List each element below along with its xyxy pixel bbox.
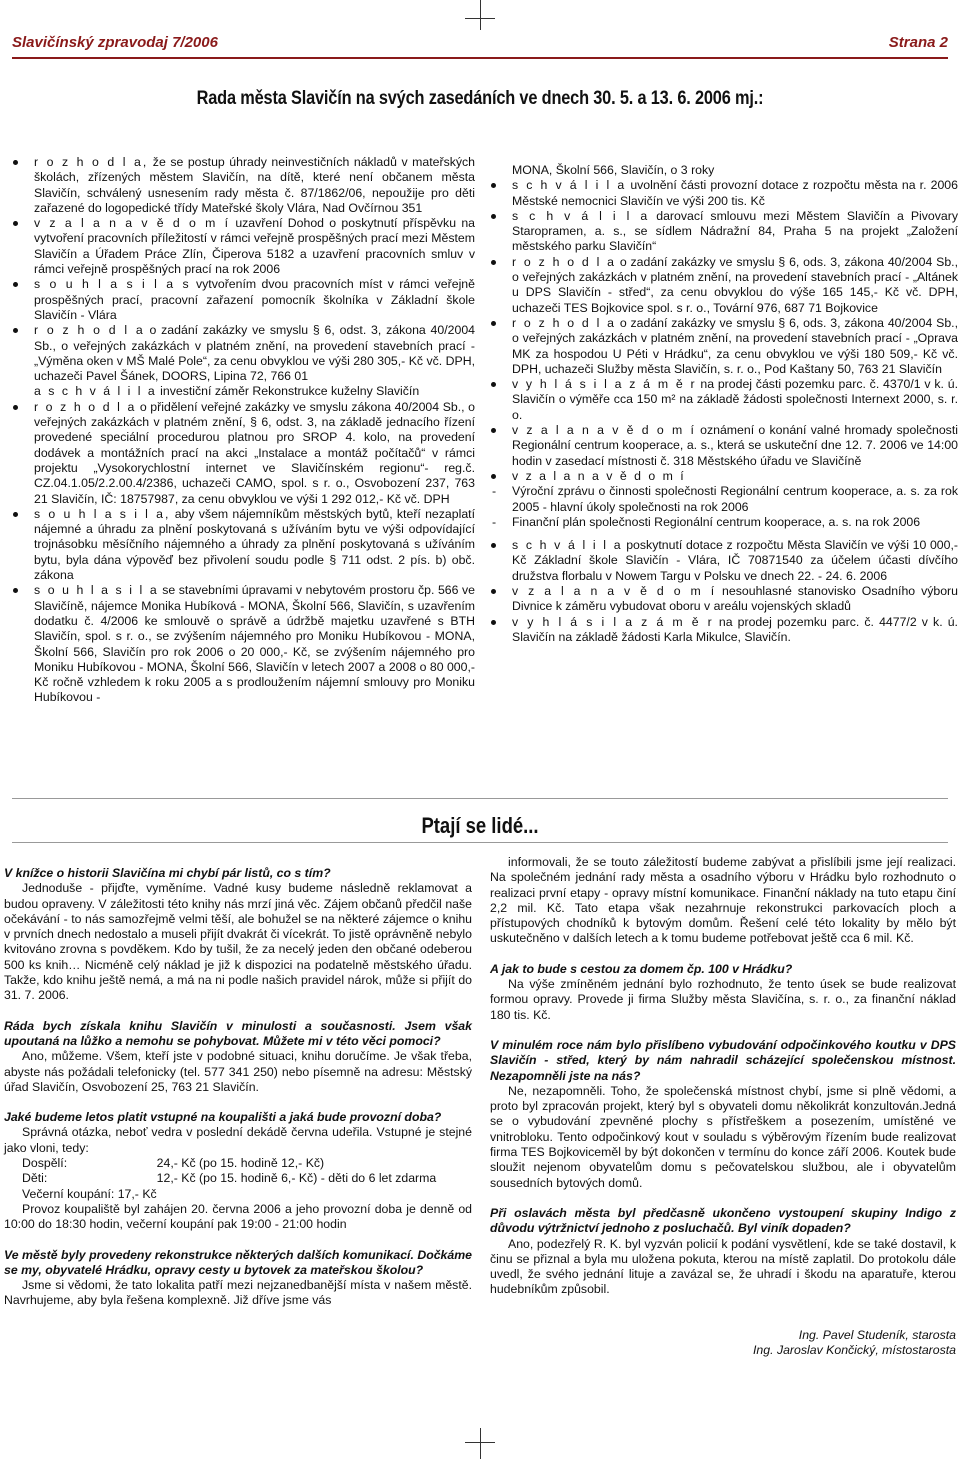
dash-marker: -	[492, 514, 497, 529]
decision-text: investiční záměr Rekonstrukce kuželny Slavičín	[156, 384, 420, 399]
question: A jak to bude s cestou za domem čp. 100 v Hrádku?	[490, 961, 793, 976]
qa-right-column	[490, 855, 956, 1358]
decision-item	[490, 423, 958, 469]
admission-row	[22, 1156, 436, 1171]
decision-item	[12, 384, 475, 399]
decision-item	[12, 583, 475, 705]
decision-verb: s c h v á l i l a	[512, 178, 627, 193]
header-rule	[12, 57, 948, 59]
admission-price: 24,- Kč (po 15. hodině 12,- Kč)	[156, 1156, 325, 1171]
decision-verb: v z a l a n a v ě d o m í	[512, 584, 717, 599]
admission-category: Dospělí:	[22, 1156, 68, 1171]
signature: Ing. Pavel Studeník, starosta	[798, 1327, 956, 1342]
decision-verb: s c h v á l i l a	[512, 538, 623, 553]
decision-item	[490, 615, 958, 646]
question: Jaké budeme letos platit vstupné na koupališti a jaká bude provozní doba?	[4, 1110, 442, 1125]
decision-verb: v z a l a n a v ě d o m í	[512, 423, 696, 438]
section-divider	[12, 798, 948, 799]
decision-verb: r o z h o d l a	[34, 399, 137, 414]
dash-item	[490, 484, 958, 515]
decision-item	[12, 400, 475, 507]
answer: Jednoduše - přijďte, vyměníme. Vadné kusy budeme následně reklamovat a budou opraveny. V záležitosti této knihy nás mrzí jiná věc. Zájem občanů předčil naše očekávání - to nás samozřejmě velmi těší, ale bohužel se na některé zájemce o knihu v prvních dnech nedostalo a museli přijít dvakrát či vícekrát. To jistě oprávněně nebylo kvitováno zrovna s povděkem. Kdo by tušil, že za necelý jeden den občané odeberou 500 ks knih… Nicméně celý náklad je již k dispozici na podatelně městského úřadu. Takže, kdo knihu ještě nemá, a má na ni podle našich pravidel nárok, může si přijít do 31. 7. 2006.	[4, 881, 472, 1003]
gap	[490, 1298, 956, 1313]
gap	[490, 1191, 956, 1206]
question: Ráda bych získala knihu Slavičín v minulosti a současnosti. Jsem však upoutaná na lůžko a nemohu se pohybovat. Můžete mi v této věci pomoci?	[4, 1018, 472, 1048]
decision-text: na prodej části pozemku parc. č. 4370/1 v k. ú. Slavičín o výměře cca 150 m² na základě žádosti společnosti Internext 2000, s. r. o.	[512, 377, 958, 422]
answer: Na výše zmíněném jednání bylo rozhodnuto, že tento úsek se bude realizovat formou opravy. Provede ji firma Služby města Slavičína, s. r. o., za finanční náklad 180 tis. Kč.	[490, 977, 956, 1022]
decision-verb: s o u h l a s i l a	[34, 583, 159, 598]
decision-text: se stavebními úpravami v nebytovém prostoru čp. 566 ve Slavičíně, nájemce Monika Hubíková - MONA, Školní 566, Slavičín, s uzavřením dodatku č. 4/2006 ke smlouvě o správě a údržbě majetku uzavřené s BTH Slavičín, spol. s r. o., se zvýšením nájemného pro Moniku Hubíkovou - MONA, Školní 566, Slavičín pro rok 2006 o 20 000,- Kč, se zvýšením nájemného pro Moniku Hubíkovou - MONA, Školní 566, Slavičín v letech 2007 a 2008 o 80 000,- Kč ročně vzhledem k roku 2005 a s prodloužením nájemní smlouvy pro Moniku Hubíkovou -	[34, 583, 475, 705]
crop-mark-bottom-h	[465, 1442, 495, 1443]
decision-verb: s o u h l a s i l a,	[34, 506, 171, 521]
decision-item	[490, 209, 958, 255]
signature: Ing. Jaroslav Končický, místostarosta	[753, 1343, 956, 1358]
admission-price: 12,- Kč (po 15. hodině 6,- Kč) - děti do 6 let zdarma	[156, 1171, 437, 1186]
gap	[490, 1023, 956, 1038]
admission-table	[22, 1156, 436, 1202]
decision-verb: v y h l á s i l a z á m ě r	[512, 377, 697, 392]
decision-text: aby všem nájemníkům městských bytů, kteří nezaplatí nájemné a úhradu za plnění poskytovaná s užíváním bytu ve výši odpovídající trojnásobku měsíčního nájemného a úhrady za plnění poskytovaná s užíváním bytu, byla dána výpověď bez přivolení soudu podle § 711 odst. 2 pís. b) obč. zákona	[34, 506, 475, 583]
decision-verb: r o z h o d l a	[34, 323, 145, 338]
decision-verb: s o u h l a s i l a s	[34, 277, 191, 292]
publication-title: Slavičínský zpravodaj 7/2006	[12, 34, 218, 51]
decision-verb: v y h l á s i l a z á m ě r	[512, 614, 714, 629]
decision-item	[490, 584, 958, 615]
decision-verb: r o z h o d l a,	[34, 155, 149, 169]
admission-row	[22, 1171, 436, 1186]
decision-text: poskytnutí dotace z rozpočtu Města Slavičín ve výši 10 000,- Kč Základní škole Slavičín - Vlára, IČ 70871540 za účelem účasti dívčího družstva florbalu v Nowem Targu v Polsku ve dnech 22. - 24. 6. 2006	[512, 538, 958, 583]
decision-text: o zadání zakázky ve smyslu § 6, ods. 3, zákona 40/2004 Sb., o veřejných zakázkách v platném znění, na provedení stavebních prací - „Oprava MK za hospodou U Péti v Hrádku“, za cenu obvyklou ve výši 180 509,- Kč vč. DPH, uchazeči Služby města Slavičín, s. r. o., Pod Kaštany 50, 763 21 Slavičín	[512, 315, 958, 376]
decision-item	[12, 507, 475, 583]
decisions-right-column	[490, 163, 958, 645]
admission-price	[157, 1187, 437, 1202]
crop-mark-top-h	[465, 18, 495, 19]
opening-hours: Provoz koupaliště byl zahájen 20. června 2006 a jeho provozní doba je denně od 10:00 do 18:30 hodin, večerní koupání pak 19:00 - 21:00 hodin	[4, 1201, 472, 1232]
decision-text: uvolnění části provozní dotace z rozpočtu města na r. 2006 Městské nemocnici Slavičín ve výši 200 tis. Kč	[512, 178, 958, 208]
decision-item	[12, 277, 475, 323]
decision-verb: v z a l a n a v ě d o m í	[512, 468, 686, 483]
section-divider-2	[12, 842, 948, 843]
page-number: Strana 2	[888, 34, 948, 51]
answer: Ano, můžeme. Všem, kteří jste v podobné situaci, knihu doručíme. Je však třeba, abyste nás požádali telefonicky (tel. 577 341 250) nebo písemně na adresu: Městský úřad Slavičín, Osvobození 25, 763 21 Slavičín.	[4, 1049, 472, 1094]
dash-text: Výroční zprávu o činnosti společnosti Regionální centrum kooperace, a. s. za rok 2005 - hlavní úkoly společnosti na rok 2006	[512, 484, 958, 514]
admission-category: Děti:	[22, 1171, 48, 1186]
decision-item	[12, 216, 475, 277]
answer: Jsme si vědomi, že tato lokalita patří mezi nejzanedbanější místa v našem městě. Navrhujeme, aby byla řešena komplexně. Již dříve jsme vás	[4, 1278, 472, 1308]
decisions-left-column	[12, 155, 475, 706]
answer: Ano, podezřelý R. K. byl vyzván policií k podání vysvětlení, kde se také dostavil, k činu se přiznal a byla mu uložena pokuta, kterou na místě zaplatil. Do protokolu dále uvedl, že svého jednání lituje a zavázal se, že uhradí i škodu na aparatuře, kterou hudebníkům způsobil.	[490, 1236, 956, 1297]
decision-text: nesouhlasné stanovisko Osadního výboru Divnice k záměru vybudovat oboru v areálu vojenských skladů	[512, 584, 958, 614]
admission-category: Večerní koupání: 17,- Kč	[22, 1186, 157, 1201]
page-header	[12, 34, 948, 52]
decision-text: vytvořením dvou pracovních míst v rámci veřejně prospěšných prací, pracovní zařazení pomocník školníka v Základní škole Slavičín - Vlára	[34, 277, 475, 322]
decision-item	[12, 323, 475, 384]
decision-text: o zadání zakázky ve smyslu § 6, ods. 3, zákona 40/2004 Sb., o veřejných zakázkách v platném znění, na provedení stavebních prací - „Altánek u DPS Slavičín - střed“, za cenu obvyklou do výše 165 145,- Kč vč. DPH, uchazeči TES Bojkovice spol. s r. o., Tovární 976, 687 71 Bojkovice	[512, 254, 958, 315]
decision-text: uzavření Dohod o poskytnutí příspěvku na vytvoření pracovních příležitostí v rámci veřejně prospěšných prací mezi Městem Slavičín a Úřadem Práce Zlín, Čiperova 5182 a uzavření pracovních smluv v rámci veřejně prospěšných prací na rok 2006	[34, 216, 475, 277]
answer-continued: informovali, že se touto záležitostí budeme zabývat a přislíbili jsme její realizaci. Na společném jednání rady města a osadního výboru v Hrádku bylo rozhodnuto o realizaci první etapy - opravy místní komunikace. Finanční náklady na tuto etapu činí 2,2 mil. Kč. Tato etapa však nezahrnuje rekonstrukci parkovacích ploch a přístupových chodníků k bytovým domům. Řešení celé této lokality by mělo být uskutečněno v dalších letech a k tomu budeme potřebovat ještě cca 6 mil. Kč.	[490, 855, 956, 946]
decision-verb: r o z h o d l a	[512, 315, 616, 330]
question: V minulém roce nám bylo přislíbeno vybudování odpočinkového koutku v DPS Slavičín - střed, který by nám nahradil scházející společenskou místnost. Nezapomněli jste na nás?	[490, 1037, 956, 1083]
decision-text: darovací smlouvu mezi Městem Slavičín a Pivovary Staropramen, a. s., se sídlem Nádražní 84, Praha 5 na projekt „Založení městského parku Slavičín“	[512, 208, 958, 254]
decision-item	[490, 538, 958, 584]
decision-text: o zadání zakázky ve smyslu § 6, odst. 3, zákona 40/2004 Sb., o veřejných zakázkách v platném znění, na provedení stavebních prací - „Výměna oken v MŠ Malé Pole“, za cenu obvyklou ve výši 280 305,- Kč vč. DPH, uchazeči Pavel Šánek, DOORS, Lipina 72, 766 01	[34, 323, 475, 384]
decision-item	[490, 255, 958, 316]
gap	[490, 1313, 956, 1328]
decision-verb: a s c h v á l i l a	[34, 384, 157, 399]
decision-verb: r o z h o d l a	[512, 254, 616, 269]
continued-text: MONA, Školní 566, Slavičín, o 3 roky	[512, 163, 715, 177]
decision-text: že se postup úhrady neinvestičních nákladů v mateřských školách, zřízených městem Slavičín, na dítě, které není občanem města Slavičín, schválený usnesením rady města č. 87/1862/06, nepoužije pro děti zařazené do logopedické třídy Mateřské školy Vlára, Nad Ovčírnou 351	[34, 155, 475, 215]
decision-item	[490, 316, 958, 377]
decision-text: o přidělení veřejné zakázky ve smyslu zákona 40/2004 Sb., o veřejných zakázkách v platném znění, § 6, odst. 3, na základě jednacího řízení provedené speciální procedurou platnou pro SROP 4. kolo, na provedení dodávek a montážních prací na akci „Instalace a montáž počítačů“ v rámci projektu „Vysokorychlostní internet ve Slavičínském regionu“- reg.č. CZ.04.1.05/2.2.00.4/2386, uchazeči CAMO, spol. s r. o., Osvobození 237, 763 21 Slavičín, IČ: 18757987, za cenu obvyklou ve výši 1 292 012,- Kč vč. DPH	[34, 399, 475, 506]
gap	[4, 1004, 472, 1019]
crop-mark-top-v	[480, 0, 481, 30]
article-title: Rada města Slavičín na svých zasedáních ve dnech 30. 5. a 13. 6. 2006 mj.:	[196, 88, 764, 109]
decision-text: na prodej pozemku parc. č. 4477/2 v k. ú. Slavičín na základě žádosti Karla Mikulce, Slavičín.	[512, 614, 958, 644]
dash-item	[490, 515, 958, 530]
crop-mark-bottom-v	[480, 1428, 481, 1459]
gap	[4, 1095, 472, 1110]
gap	[490, 947, 956, 962]
section-title-ptaji: Ptají se lidé...	[421, 813, 539, 838]
gap	[4, 1233, 472, 1248]
decision-item	[12, 155, 475, 216]
dash-text: Finanční plán společnosti Regionální centrum kooperace, a. s. na rok 2006	[512, 514, 921, 529]
decision-item	[490, 377, 958, 423]
dash-marker: -	[492, 484, 497, 499]
decision-item	[490, 178, 958, 209]
decision-verb: s c h v á l i l a	[512, 208, 650, 223]
question: V knížce o historii Slavičína mi chybí pár listů, co s tím?	[4, 866, 331, 880]
spacer	[490, 530, 958, 538]
decision-text: oznámení o konání valné hromady společnosti Regionální centrum kooperace, a. s., která se uskuteční dne 12. 7. 2006 ve 14:00 hodin v zasedací místnosti č. 318 Městského úřadu ve Slavičíně	[512, 423, 958, 468]
admission-row	[22, 1187, 436, 1202]
answer: Správná otázka, neboť vedra v poslední dekádě června udeřila. Vstupné je stejné jako vloni, tedy:	[4, 1125, 472, 1155]
decision-verb: v z a l a n a v ě d o m í	[34, 216, 231, 231]
decision-item	[490, 469, 958, 484]
qa-left-column	[4, 866, 472, 1309]
answer: Ne, nezapomněli. Toho, že společenská místnost chybí, jsme si plně vědomi, a proto byl zpracován projekt, který byl s obyvateli domu několikrát konzultován.Jedná se o vybudování zpevněné plochy s přístřeškem a posezením, umístěné ve vnitrobloku. Tento odpočinkový kout v souladu s výběrovým řízením bude realizovat firma TES Bojkoviceměl by být dokončen v termínu do konce září 2006. Koutek bude sloužit nejenom obyvatelům domu s pečovatelskou službou, ale i obyvatelům sousedních bytových domů.	[490, 1083, 956, 1190]
question: Při oslavách města byl předčasně ukončeno vystoupení skupiny Indigo z důvodu výtržnictví jednoho z posluchačů. Byl viník dopaden?	[490, 1205, 956, 1236]
question: Ve městě byly provedeny rekonstrukce některých dalších komunikací. Dočkáme se my, obyvatelé Hrádku, opravy cesty u bytovek za mateřskou školou?	[4, 1247, 472, 1277]
